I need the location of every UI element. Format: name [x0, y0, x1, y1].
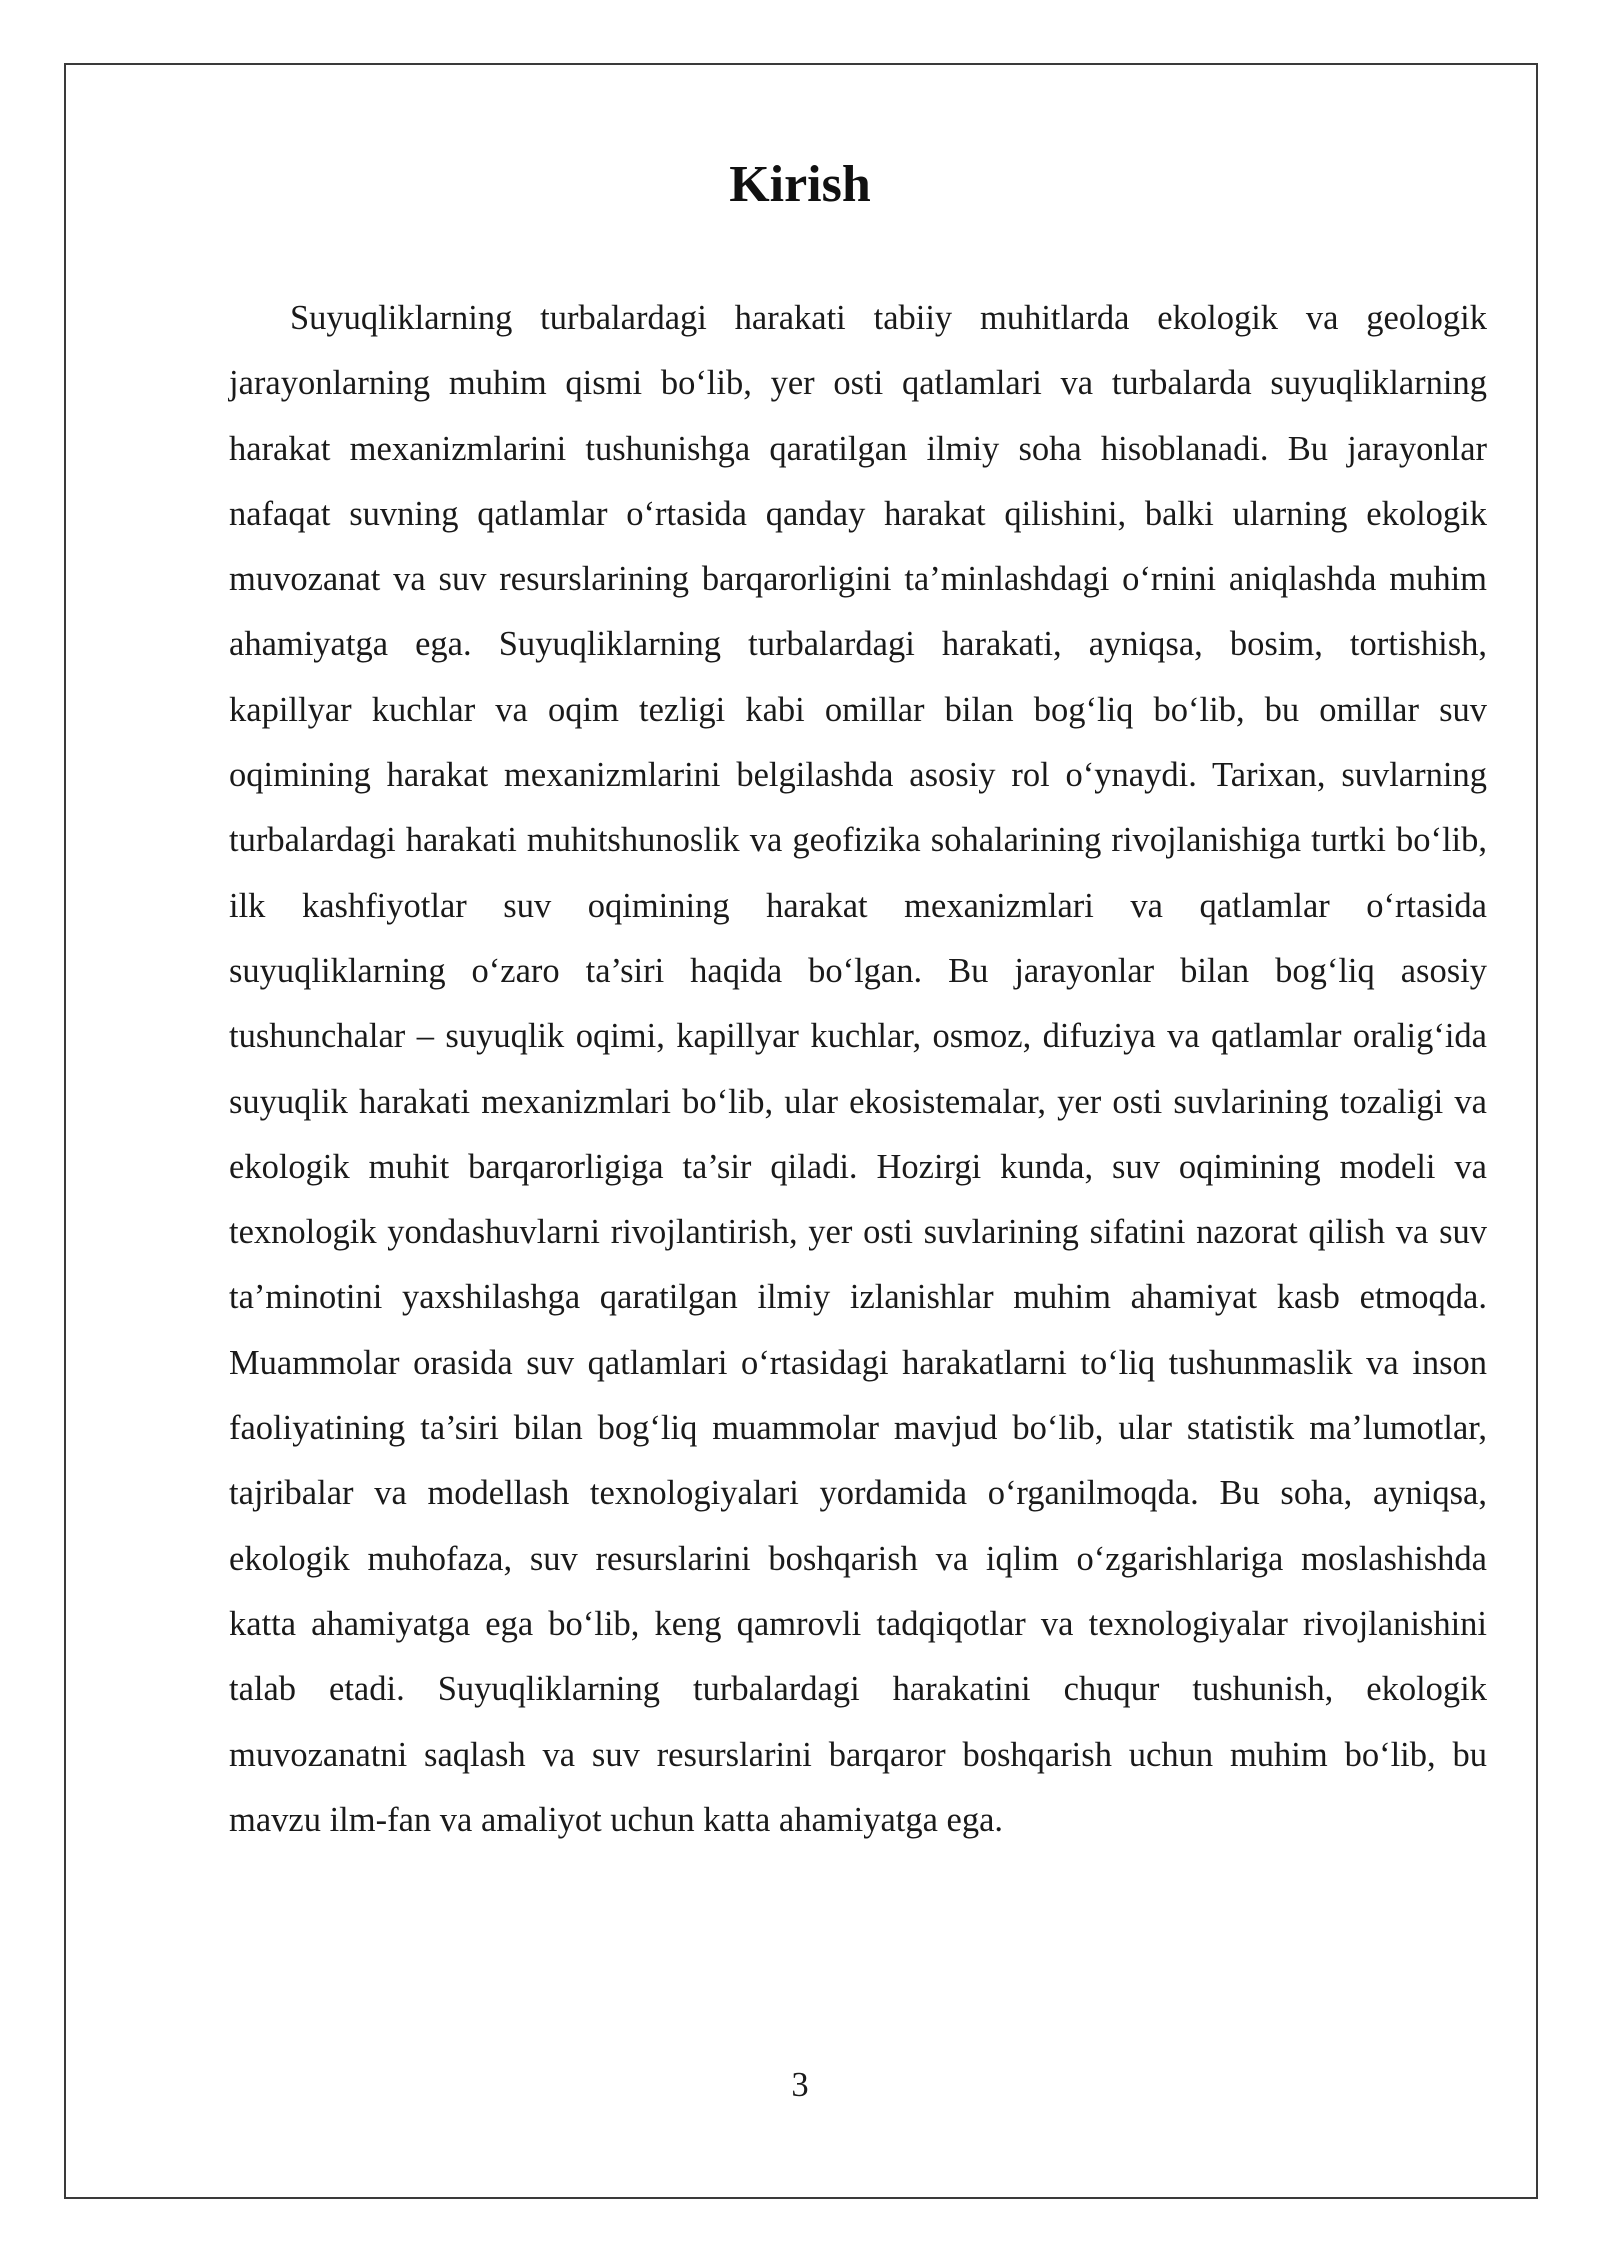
- page-title: Kirish: [729, 156, 871, 213]
- page-number: 3: [791, 2066, 809, 2104]
- body-paragraph: Suyuqliklarning turbalardagi harakati tabiiy muhitlarda ekologik va geologik jarayonlarning muhim qismi bo‘lib, yer osti qatlamlari va turbalarda suyuqliklarning harakat mexanizmlarini tushunishga qaratilgan ilmiy soha hisoblanadi. Bu jarayonlar nafaqat suvning qatlamlar o‘rtasida qanday harakat qilishini, balki ularning ekologik muvozanat va suv resurslarining barqarorligini ta’minlashdagi o‘rnini aniqlashda muhim ahamiyatga ega. Suyuqliklarning turbalardagi harakati, ayniqsa, bosim, tortishish, kapillyar kuchlar va oqim tezligi kabi omillar bilan bog‘liq bo‘lib, bu omillar suv oqimining harakat mexanizmlarini belgilashda asosiy rol o‘ynaydi. Tarixan, suvlarning turbalardagi harakati muhitshunoslik va geofizika sohalarining rivojlanishiga turtki bo‘lib, ilk kashfiyotlar suv oqimining harakat mexanizmlari va qatlamlar o‘rtasida suyuqliklarning o‘zaro ta’siri haqida bo‘lgan. Bu jarayonlar bilan bog‘liq asosiy tushunchalar – suyuqlik oqimi, kapillyar kuchlar, osmoz, difuziya va qatlamlar oralig‘ida suyuqlik harakati mexanizmlari bo‘lib, ular ekosistemalar, yer osti suvlarining tozaligi va ekologik muhit barqarorligiga ta’sir qiladi. Hozirgi kunda, suv oqimining modeli va texnologik yondashuvlarni rivojlantirish, yer osti suvlarining sifatini nazorat qilish va suv ta’minotini yaxshilashga qaratilgan ilmiy izlanishlar muhim ahamiyat kasb etmoqda. Muammolar orasida suv qatlamlari o‘rtasidagi harakatlarni to‘liq tushunmaslik va inson faoliyatining ta’siri bilan bog‘liq muammolar mavjud bo‘lib, ular statistik ma’lumotlar, tajribalar va modellash texnologiyalari yordamida o‘rganilmoqda. Bu soha, ayniqsa, ekologik muhofaza, suv resurslarini boshqarish va iqlim o‘zgarishlariga moslashishda katta ahamiyatga ega bo‘lib, keng qamrovli tadqiqotlar va texnologiyalar rivojlanishini talab etadi. Suyuqliklarning turbalardagi harakatini chuqur tushunish, ekologik muvozanatni saqlash va suv resurslarini barqaror boshqarish uchun muhim bo‘lib, bu mavzu ilm-fan va amaliyot uchun katta ahamiyatga ega.: [229, 299, 1487, 1839]
